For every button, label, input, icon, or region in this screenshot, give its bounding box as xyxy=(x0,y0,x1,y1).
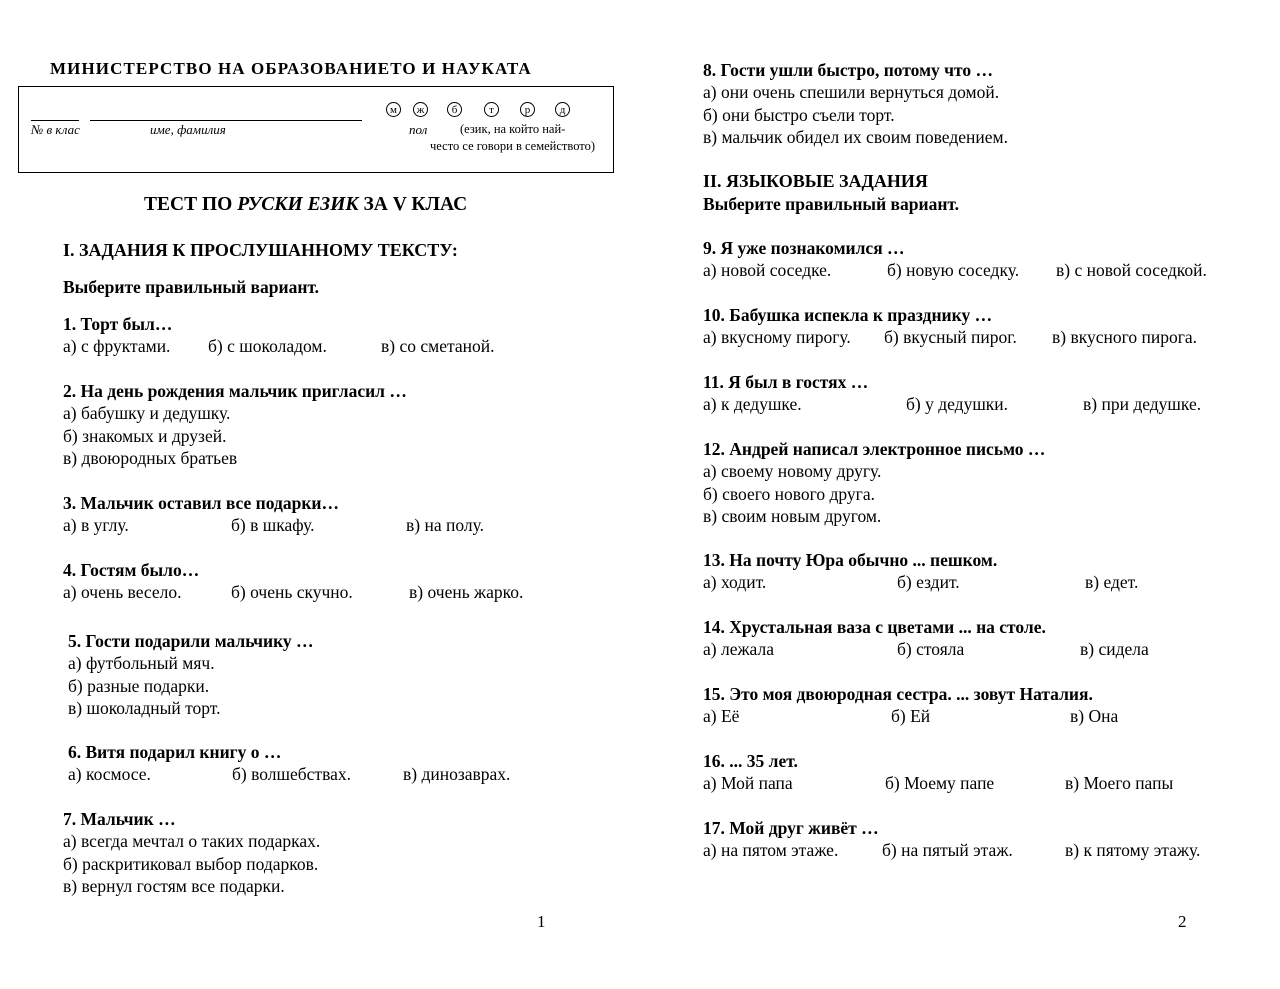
answer-c[interactable]: в) своим новым другом. xyxy=(703,505,882,526)
question-11 xyxy=(703,371,1273,416)
answer-a[interactable]: а) очень весело. xyxy=(63,582,182,603)
answer-a[interactable]: а) они очень спешили вернуться домой. xyxy=(703,82,1000,103)
class-number-line[interactable] xyxy=(31,120,79,121)
answer-c[interactable]: в) сидела xyxy=(1080,639,1149,660)
answer-b[interactable]: б) стояла xyxy=(897,639,965,660)
answer-a[interactable]: а) новой соседке. xyxy=(703,260,832,281)
answer-a[interactable]: а) Мой папа xyxy=(703,773,793,794)
answer-c[interactable]: в) динозаврах. xyxy=(403,764,511,785)
test-title: ТЕСТ ПО РУСКИ ЕЗИК ЗА V КЛАС xyxy=(144,194,468,215)
answer-a[interactable]: а) ходит. xyxy=(703,572,767,593)
answer-c[interactable]: в) вкусного пирога. xyxy=(1052,327,1198,348)
answer-a[interactable]: а) космосе. xyxy=(68,764,151,785)
instruction-2: Выберите правильный вариант. xyxy=(703,194,960,214)
answer-a[interactable]: а) на пятом этаже. xyxy=(703,840,839,861)
answer-c[interactable]: в) мальчик обидел их своим поведением. xyxy=(703,126,1008,147)
option-circle-b[interactable]: б xyxy=(447,102,462,117)
answer-c[interactable]: в) с новой соседкой. xyxy=(1056,260,1207,281)
answer-a[interactable]: а) к дедушке. xyxy=(703,394,802,415)
question-4 xyxy=(63,559,583,604)
answer-b[interactable]: б) на пятый этаж. xyxy=(882,840,1013,861)
option-circle-t[interactable]: т xyxy=(484,102,499,117)
question-5 xyxy=(68,630,588,719)
question-text: 4. Гостям было… xyxy=(63,560,200,580)
question-9 xyxy=(703,237,1273,282)
answer-c[interactable]: в) едет. xyxy=(1085,572,1139,593)
answer-c[interactable]: в) Моего папы xyxy=(1065,773,1174,794)
answer-b[interactable]: б) знакомых и друзей. xyxy=(63,425,227,446)
answer-b[interactable]: б) раскритиковал выбор подарков. xyxy=(63,853,319,874)
answer-a[interactable]: а) вкусному пирогу. xyxy=(703,327,851,348)
answer-a[interactable]: а) футбольный мяч. xyxy=(68,653,215,674)
question-3 xyxy=(63,492,583,537)
question-8 xyxy=(703,59,1263,148)
answer-b[interactable]: б) Ей xyxy=(891,706,931,727)
page-number-2: 2 xyxy=(1178,912,1187,931)
question-text: 17. Мой друг живёт … xyxy=(703,818,879,838)
answer-c[interactable]: в) очень жарко. xyxy=(409,582,524,603)
question-10 xyxy=(703,304,1273,349)
answer-c[interactable]: в) Она xyxy=(1070,706,1119,727)
answer-b[interactable]: б) ездит. xyxy=(897,572,960,593)
ministry-header: МИНИСТЕРСТВО НА ОБРАЗОВАНИЕТО И НАУКАТА xyxy=(50,59,532,78)
question-text: 15. Это моя двоюродная сестра. ... зовут Наталия. xyxy=(703,684,1093,704)
test-subject: РУСКИ ЕЗИК xyxy=(237,194,359,215)
answer-b[interactable]: б) очень скучно. xyxy=(231,582,353,603)
question-14 xyxy=(703,616,1273,661)
question-1 xyxy=(63,313,583,358)
question-15 xyxy=(703,683,1273,728)
question-12 xyxy=(703,438,1273,527)
question-text: 6. Витя подарил книгу о … xyxy=(68,742,282,762)
page-number-1: 1 xyxy=(537,912,546,931)
question-17 xyxy=(703,817,1273,862)
question-text: 11. Я был в гостях … xyxy=(703,372,869,392)
option-circle-d[interactable]: д xyxy=(555,102,570,117)
question-text: 3. Мальчик оставил все подарки… xyxy=(63,493,339,513)
question-text: 5. Гости подарили мальчику … xyxy=(68,631,314,651)
question-text: 14. Хрустальная ваза с цветами ... на столе. xyxy=(703,617,1046,637)
answer-c[interactable]: в) шоколадный торт. xyxy=(68,697,221,718)
question-text: 2. На день рождения мальчик пригласил … xyxy=(63,381,407,401)
question-text: 10. Бабушка испекла к празднику … xyxy=(703,305,993,325)
language-note-line2: често се говори в семейството) xyxy=(430,139,595,153)
answer-b[interactable]: б) вкусный пирог. xyxy=(884,327,1017,348)
option-circle-r[interactable]: р xyxy=(520,102,535,117)
answer-a[interactable]: а) с фруктами. xyxy=(63,336,171,357)
answer-b[interactable]: б) разные подарки. xyxy=(68,675,210,696)
question-13 xyxy=(703,549,1273,594)
gender-label: пол xyxy=(409,122,428,137)
answer-a[interactable]: а) в углу. xyxy=(63,515,129,536)
language-note-line1: (език, на който най- xyxy=(460,122,566,136)
answer-b[interactable]: б) своего нового друга. xyxy=(703,483,875,504)
section-2-heading: II. ЯЗЫКОВЫЕ ЗАДАНИЯ xyxy=(703,171,928,191)
answer-b[interactable]: б) с шоколадом. xyxy=(208,336,327,357)
answer-b[interactable]: б) новую соседку. xyxy=(887,260,1020,281)
question-text: 1. Торт был… xyxy=(63,314,173,334)
answer-b[interactable]: б) Моему папе xyxy=(885,773,995,794)
answer-c[interactable]: в) двоюродных братьев xyxy=(63,447,238,468)
answer-c[interactable]: в) на полу. xyxy=(406,515,484,536)
section-1-heading: I. ЗАДАНИЯ К ПРОСЛУШАННОМУ ТЕКСТУ: xyxy=(63,240,458,260)
answer-c[interactable]: в) при дедушке. xyxy=(1083,394,1202,415)
answer-b[interactable]: б) волшебствах. xyxy=(232,764,351,785)
answer-a[interactable]: а) бабушку и дедушку. xyxy=(63,403,231,424)
answer-a[interactable]: а) лежала xyxy=(703,639,774,660)
answer-a[interactable]: а) своему новому другу. xyxy=(703,461,882,482)
question-16 xyxy=(703,750,1273,795)
question-text: 8. Гости ушли быстро, потому что … xyxy=(703,60,993,80)
page-2 xyxy=(640,0,1280,989)
question-text: 9. Я уже познакомился … xyxy=(703,238,905,258)
question-text: 7. Мальчик … xyxy=(63,809,176,829)
option-circle-m[interactable]: м xyxy=(386,102,401,117)
answer-c[interactable]: в) вернул гостям все подарки. xyxy=(63,875,285,896)
answer-a[interactable]: а) Её xyxy=(703,706,740,727)
answer-b[interactable]: б) они быстро съели торт. xyxy=(703,104,895,125)
question-7 xyxy=(63,808,583,897)
name-line[interactable] xyxy=(90,120,362,121)
question-6 xyxy=(68,741,588,786)
question-text: 13. На почту Юра обычно ... пешком. xyxy=(703,550,998,570)
name-label: име, фамилия xyxy=(150,122,226,137)
class-number-label: № в клас xyxy=(31,122,80,137)
question-2 xyxy=(63,380,583,469)
answer-c[interactable]: в) со сметаной. xyxy=(381,336,495,357)
question-text: 12. Андрей написал электронное письмо … xyxy=(703,439,1046,459)
instruction-1: Выберите правильный вариант. xyxy=(63,277,320,297)
question-text: 16. ... 35 лет. xyxy=(703,751,798,771)
answer-b[interactable]: б) в шкафу. xyxy=(231,515,315,536)
answer-a[interactable]: а) всегда мечтал о таких подарках. xyxy=(63,831,321,852)
answer-c[interactable]: в) к пятому этажу. xyxy=(1065,840,1201,861)
answer-b[interactable]: б) у дедушки. xyxy=(906,394,1009,415)
option-circle-zh[interactable]: ж xyxy=(413,102,428,117)
